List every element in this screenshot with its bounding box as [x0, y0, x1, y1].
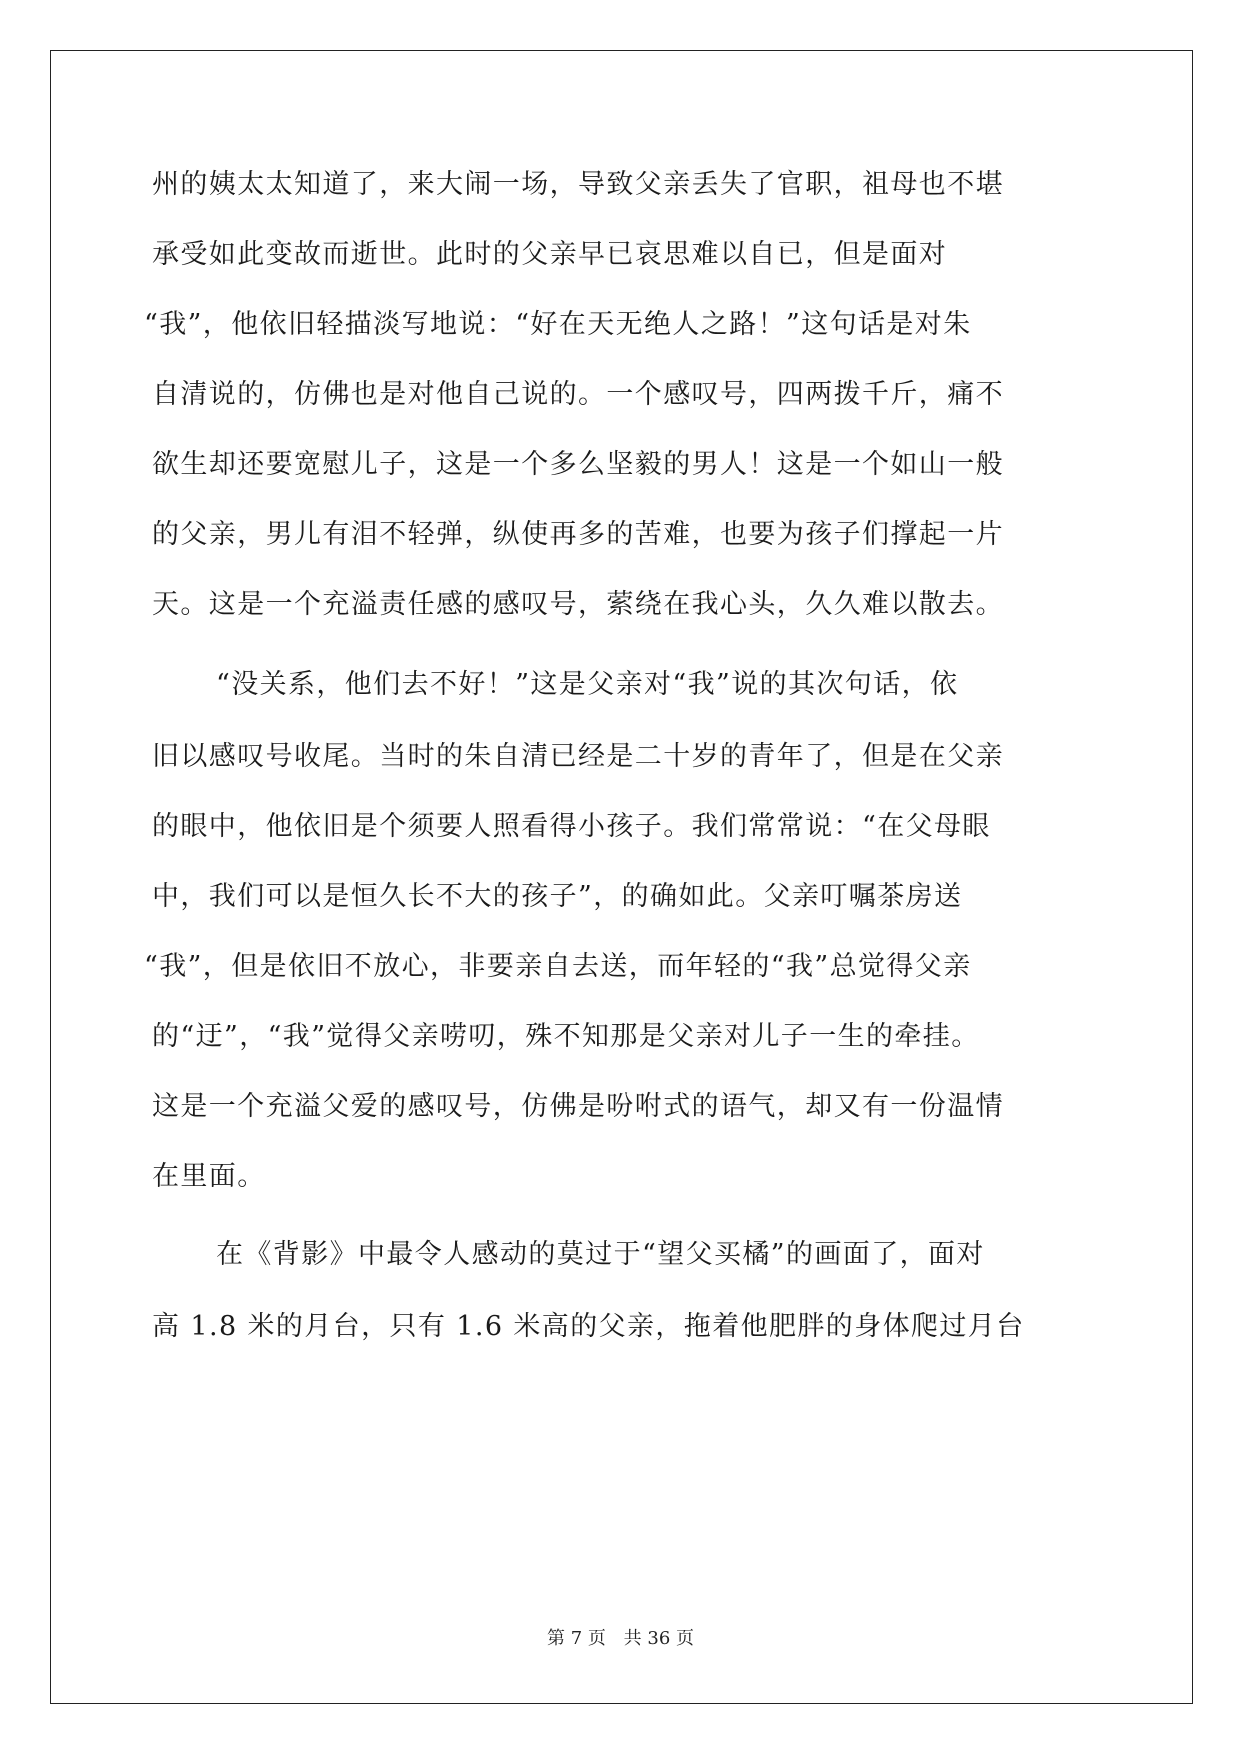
page-footer: [0, 1627, 1241, 1651]
paragraph-first-line: 在《背影》中最令人感动的莫过于“望父买橘”的画面了，面对: [216, 1239, 985, 1270]
page-number: 第 7 页: [547, 1628, 606, 1649]
text-line: 欲生却还要宽慰儿子，这是一个多么坚毅的男人！这是一个如山一般: [152, 449, 1004, 480]
text-line: 中，我们可以是恒久长不大的孩子”，的确如此。父亲叮嘱茶房送: [152, 881, 963, 912]
text-line: 天。这是一个充溢责任感的感叹号，萦绕在我心头，久久难以散去。: [152, 589, 1004, 620]
text-line: 州的姨太太知道了，来大闹一场，导致父亲丢失了官职，祖母也不堪: [152, 169, 1004, 200]
text-line: 承受如此变故而逝世。此时的父亲早已哀思难以自已，但是面对: [152, 239, 948, 270]
text-line: 的“迂”，“我”觉得父亲唠叨，殊不知那是父亲对儿子一生的牵挂。: [152, 1021, 980, 1052]
text-line: “我”，但是依旧不放心，非要亲自去送，而年轻的“我”总觉得父亲: [144, 951, 972, 982]
text-line: “我”，他依旧轻描淡写地说：“好在天无绝人之路！”这句话是对朱: [144, 309, 972, 340]
text-line: 自清说的，仿佛也是对他自己说的。一个感叹号，四两拨千斤，痛不: [152, 379, 1004, 410]
text-line: 在里面。: [152, 1161, 266, 1192]
page-total: 共 36 页: [623, 1628, 694, 1649]
text-line: 旧以感叹号收尾。当时的朱自清已经是二十岁的青年了，但是在父亲: [152, 741, 1004, 772]
paragraph-first-line: “没关系，他们去不好！”这是父亲对“我”说的其次句话，依: [216, 669, 959, 700]
text-line: 高 1.8 米的月台，只有 1.6 米高的父亲，拖着他肥胖的身体爬过月台: [152, 1311, 1025, 1342]
text-line: 的父亲，男儿有泪不轻弹，纵使再多的苦难，也要为孩子们撑起一片: [152, 519, 1004, 550]
text-line: 这是一个充溢父爱的感叹号，仿佛是吩咐式的语气，却又有一份温情: [152, 1091, 1004, 1122]
text-line: 的眼中，他依旧是个须要人照看得小孩子。我们常常说：“在父母眼: [152, 811, 991, 842]
